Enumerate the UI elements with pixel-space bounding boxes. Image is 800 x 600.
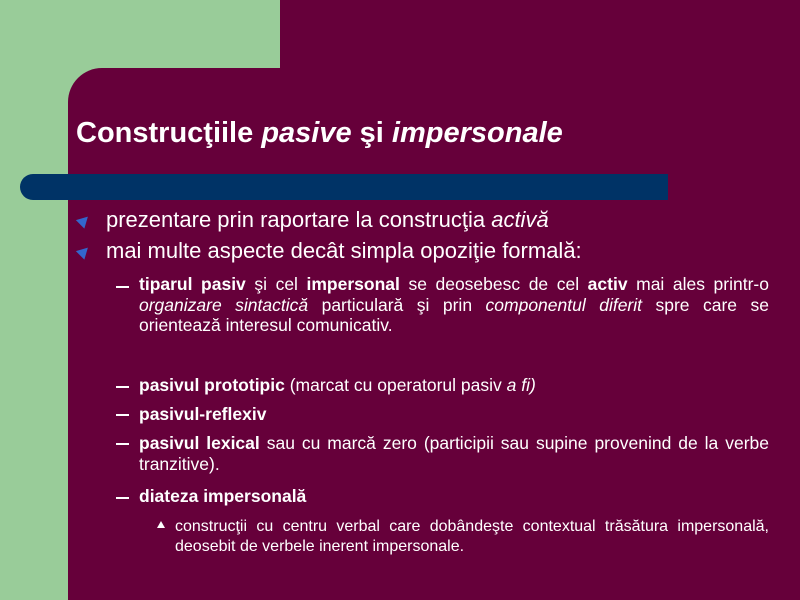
bullet-text: mai multe aspecte decât simpla opoziţie formală: bbox=[106, 238, 582, 263]
term: pasivul-reflexiv bbox=[139, 404, 267, 424]
bullet-text bbox=[106, 206, 549, 233]
sub-item-4 bbox=[139, 433, 769, 474]
dash-bullet-icon bbox=[116, 443, 129, 445]
bullet-text-plain: prezentare prin raportare la construcţia bbox=[106, 207, 492, 232]
term: pasivul lexical bbox=[139, 433, 260, 453]
sub-item-3 bbox=[139, 404, 769, 425]
title-emphasis-pasive: pasive bbox=[261, 117, 352, 149]
dash-bullet-icon bbox=[116, 386, 129, 388]
text: particulară şi prin bbox=[308, 294, 486, 315]
sub-sub-item: construcţii cu centru verbal care dobândeşte contextual trăsătura impersonală, deosebit de verbele inerent impersonale. bbox=[175, 518, 769, 555]
text: sau cu marcă zero (participii sau supine provenind de la verbe tranzitive). bbox=[139, 433, 769, 474]
dash-bullet-icon bbox=[116, 497, 129, 499]
title-emphasis-impersonale: impersonale bbox=[391, 117, 563, 149]
text: (marcat cu operatorul pasiv bbox=[284, 375, 507, 395]
term: impersonal bbox=[306, 274, 400, 294]
slide-title bbox=[76, 117, 563, 150]
slide-top-band bbox=[280, 0, 800, 68]
bullet-text-emphasis: activă bbox=[491, 207, 549, 232]
emphasis: componentul diferit bbox=[485, 294, 643, 315]
text: se deosebesc de cel bbox=[399, 274, 588, 294]
term: pasivul prototipic bbox=[139, 375, 285, 395]
title-underline-bar bbox=[20, 174, 668, 200]
triangle-bullet-icon bbox=[157, 521, 165, 528]
text: şi cel bbox=[245, 274, 307, 294]
title-text: şi bbox=[351, 117, 392, 149]
term: activ bbox=[587, 274, 628, 294]
text: mai ales printr-o bbox=[627, 274, 769, 294]
dash-bullet-icon bbox=[116, 286, 129, 288]
sub-item-2 bbox=[139, 375, 769, 396]
sub-item-1 bbox=[139, 274, 769, 336]
text: spre care se orientează interesul comunicativ. bbox=[139, 294, 769, 335]
dash-bullet-icon bbox=[116, 414, 129, 416]
term: tiparul pasiv bbox=[139, 274, 246, 294]
term: diateza impersonală bbox=[139, 486, 307, 506]
title-text: Construcţiile bbox=[76, 117, 262, 149]
emphasis: a fi) bbox=[506, 375, 536, 395]
sub-item-5 bbox=[139, 486, 769, 507]
emphasis: organizare sintactică bbox=[139, 294, 309, 315]
